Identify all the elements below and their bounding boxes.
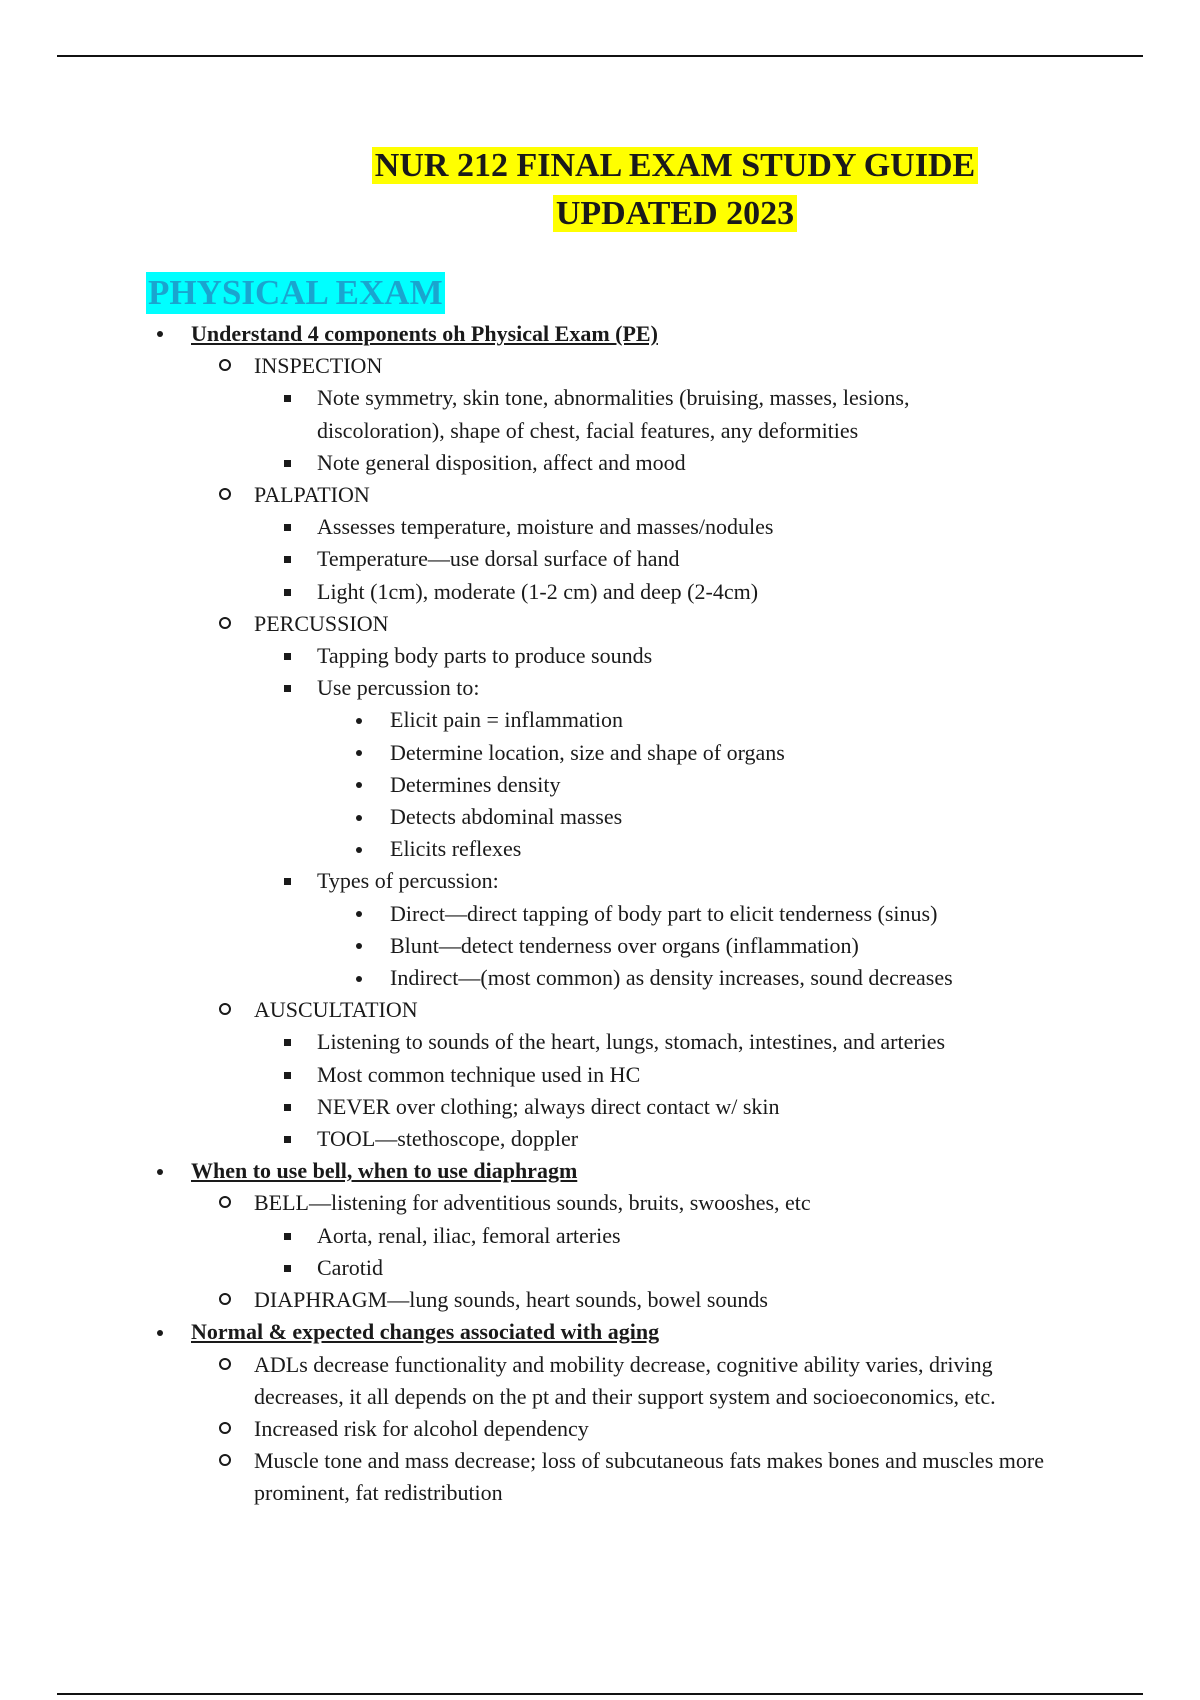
bullet-icon (215, 608, 235, 640)
item-text: PERCUSSION (254, 610, 389, 636)
item-text: Elicit pain = inflammation (390, 707, 623, 733)
subdetail-item (0, 833, 1200, 865)
item-text: Aorta, renal, iliac, femoral arteries (317, 1222, 621, 1248)
study-guide-outline (0, 318, 1200, 1510)
top-rule (57, 55, 1143, 57)
item-text: Determines density (390, 771, 561, 797)
bottom-rule (57, 1693, 1143, 1695)
item-text: Assesses temperature, moisture and masses/nodules (317, 514, 774, 540)
subdetail-item (0, 898, 1200, 930)
detail-item (0, 1220, 1200, 1252)
subtopic-item (0, 1349, 1200, 1413)
bullet-icon (215, 1349, 235, 1381)
subtopic-item (0, 1187, 1200, 1219)
detail-item (0, 382, 1200, 446)
bullet-icon (277, 382, 297, 414)
bullet-icon (277, 543, 297, 575)
detail-item (0, 543, 1200, 575)
item-text: Normal & expected changes associated with aging (191, 1319, 660, 1345)
item-text: Indirect—(most common) as density increases, sound decreases (390, 965, 953, 991)
title-line-2: UPDATED 2023 (150, 190, 1200, 238)
subdetail-item (0, 930, 1200, 962)
subtopic-item (0, 1445, 1200, 1509)
topic-item (0, 1155, 1200, 1187)
item-text: Tapping body parts to produce sounds (317, 643, 653, 669)
detail-item (0, 447, 1200, 479)
subdetail-item (0, 769, 1200, 801)
bullet-icon (349, 930, 369, 962)
bullet-icon (277, 511, 297, 543)
item-text: Carotid (317, 1254, 383, 1280)
item-text: DIAPHRAGM—lung sounds, heart sounds, bowel sounds (254, 1287, 768, 1313)
item-text: Use percussion to: (317, 675, 480, 701)
bullet-icon (349, 898, 369, 930)
bullet-icon (349, 769, 369, 801)
item-text: NEVER over clothing; always direct contact w/ skin (317, 1093, 780, 1119)
bullet-icon (277, 1252, 297, 1284)
item-text: Most common technique used in HC (317, 1061, 641, 1087)
item-text: Detects abdominal masses (390, 804, 623, 830)
bullet-icon (150, 1155, 170, 1187)
bullet-icon (349, 737, 369, 769)
bullet-icon (215, 479, 235, 511)
subtopic-item (0, 608, 1200, 640)
detail-item (0, 1059, 1200, 1091)
bullet-icon (277, 576, 297, 608)
item-text: Muscle tone and mass decrease; loss of subcutaneous fats makes bones and muscles more prominent, fat redistribution (254, 1448, 1044, 1506)
item-text: Light (1cm), moderate (1-2 cm) and deep (2-4cm) (317, 578, 759, 604)
item-text: Note general disposition, affect and mood (317, 449, 686, 475)
bullet-icon (349, 833, 369, 865)
item-text: Direct—direct tapping of body part to elicit tenderness (sinus) (390, 900, 938, 926)
detail-item (0, 1252, 1200, 1284)
item-text: Blunt—detect tenderness over organs (inflammation) (390, 932, 859, 958)
detail-item (0, 640, 1200, 672)
item-text: Elicits reflexes (390, 836, 522, 862)
item-text: Determine location, size and shape of organs (390, 739, 785, 765)
bullet-icon (215, 994, 235, 1026)
item-text: BELL—listening for adventitious sounds, bruits, swooshes, etc (254, 1190, 811, 1216)
subtopic-item (0, 479, 1200, 511)
item-text: Types of percussion: (317, 868, 499, 894)
bullet-icon (277, 1059, 297, 1091)
detail-item (0, 672, 1200, 704)
item-text: PALPATION (254, 482, 370, 508)
bullet-icon (215, 1284, 235, 1316)
bullet-icon (349, 962, 369, 994)
detail-item (0, 865, 1200, 897)
bullet-icon (349, 704, 369, 736)
title-line-1: NUR 212 FINAL EXAM STUDY GUIDE (150, 142, 1200, 190)
item-text: Understand 4 components oh Physical Exam (PE) (191, 321, 658, 346)
item-text: Temperature—use dorsal surface of hand (317, 546, 680, 572)
topic-item (0, 1316, 1200, 1348)
bullet-icon (349, 801, 369, 833)
subtopic-item (0, 1413, 1200, 1445)
item-text: When to use bell, when to use diaphragm (191, 1158, 578, 1184)
detail-item (0, 1123, 1200, 1155)
detail-item (0, 1026, 1200, 1058)
bullet-icon (215, 1187, 235, 1219)
bullet-icon (150, 1316, 170, 1348)
subtopic-item (0, 1284, 1200, 1316)
bullet-icon (215, 350, 235, 382)
bullet-icon (277, 640, 297, 672)
subdetail-item (0, 704, 1200, 736)
bullet-icon (277, 447, 297, 479)
item-text: Note symmetry, skin tone, abnormalities (bruising, masses, lesions, discoloration), shape of chest, facial features, any deformities (317, 385, 910, 443)
subdetail-item (0, 801, 1200, 833)
bullet-icon (277, 1091, 297, 1123)
item-text: INSPECTION (254, 353, 383, 379)
item-text: AUSCULTATION (254, 997, 418, 1023)
subdetail-item (0, 737, 1200, 769)
bullet-icon (277, 672, 297, 704)
detail-item (0, 511, 1200, 543)
detail-item (0, 1091, 1200, 1123)
item-text: Increased risk for alcohol dependency (254, 1415, 589, 1441)
subtopic-item (0, 994, 1200, 1026)
bullet-icon (150, 318, 170, 350)
bullet-icon (215, 1445, 235, 1477)
subdetail-item (0, 962, 1200, 994)
item-text: Listening to sounds of the heart, lungs, stomach, intestines, and arteries (317, 1029, 946, 1055)
item-text: TOOL—stethoscope, doppler (317, 1126, 579, 1152)
bullet-icon (277, 1123, 297, 1155)
document-title (0, 142, 1200, 238)
detail-item (0, 576, 1200, 608)
section-heading: PHYSICAL EXAM (148, 273, 443, 312)
item-text: ADLs decrease functionality and mobility decrease, cognitive ability varies, driving decreases, it all depends on the pt and their support system and socioeconomics, etc. (254, 1351, 996, 1409)
bullet-icon (277, 1026, 297, 1058)
bullet-icon (277, 1220, 297, 1252)
subtopic-item (0, 350, 1200, 382)
bullet-icon (215, 1413, 235, 1445)
bullet-icon (277, 865, 297, 897)
topic-item (0, 318, 1200, 350)
